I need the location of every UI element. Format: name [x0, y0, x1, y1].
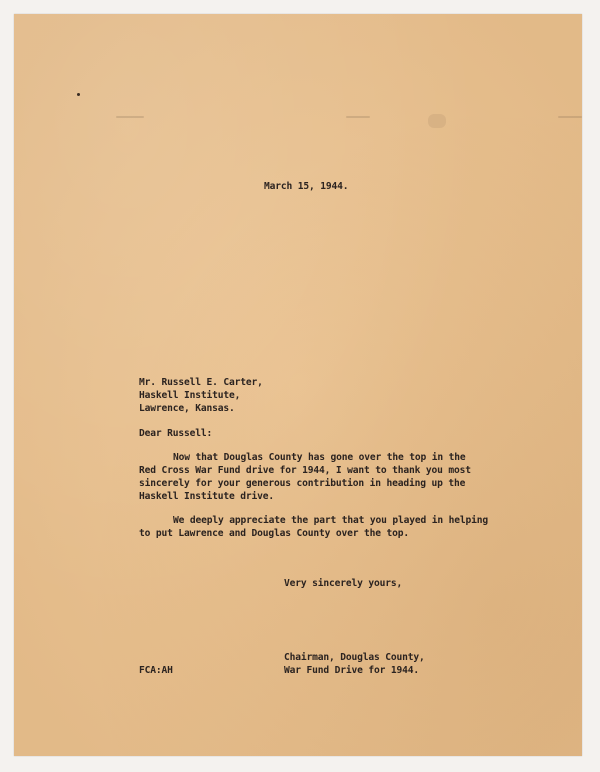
- paragraph-1-line: Red Cross War Fund drive for 1944, I want to thank you most: [139, 465, 471, 476]
- paragraph-2-line: to put Lawrence and Douglas County over the top.: [139, 528, 410, 539]
- signature-line: War Fund Drive for 1944.: [284, 665, 420, 676]
- salutation: Dear Russell:: [139, 428, 213, 439]
- bleed-through-mark: [428, 114, 446, 128]
- address-line: Lawrence, Kansas.: [139, 403, 235, 414]
- address-line: Mr. Russell E. Carter,: [139, 377, 263, 388]
- letter-date: March 15, 1944.: [264, 181, 349, 192]
- letter-page: [14, 14, 582, 756]
- bleed-through-mark: [346, 116, 370, 118]
- paragraph-1-line: Haskell Institute drive.: [139, 491, 275, 502]
- bleed-through-mark: [116, 116, 144, 118]
- signature-line: Chairman, Douglas County,: [284, 652, 425, 663]
- ink-speck: [77, 93, 80, 96]
- address-line: Haskell Institute,: [139, 390, 241, 401]
- paragraph-2-line: We deeply appreciate the part that you played in helping: [173, 515, 489, 526]
- paragraph-1-line: Now that Douglas County has gone over the top in the: [173, 452, 466, 463]
- paragraph-1-line: sincerely for your generous contribution in heading up the: [139, 478, 466, 489]
- bleed-through-mark: [558, 116, 582, 118]
- closing: Very sincerely yours,: [284, 578, 403, 589]
- reference-initials: FCA:AH: [139, 665, 173, 676]
